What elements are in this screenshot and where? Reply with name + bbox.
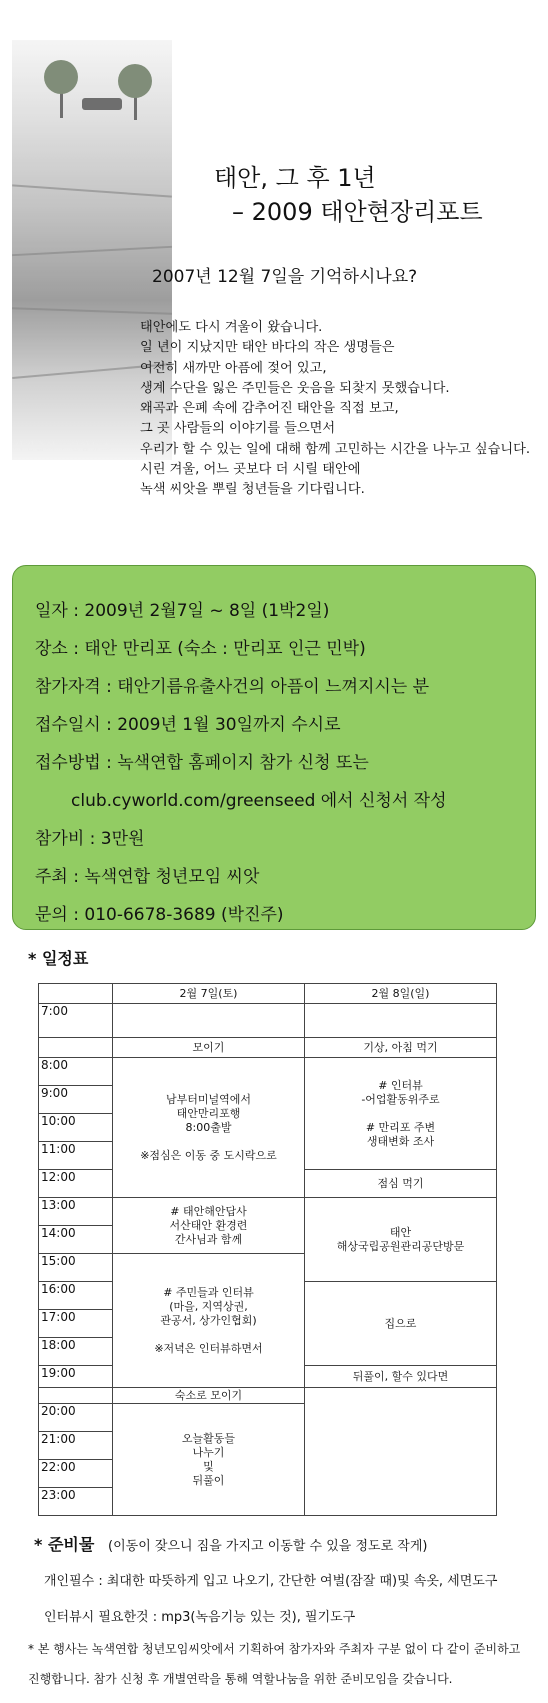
prep-interview: 인터뷰시 필요한것 : mp3(녹음기능 있는 것), 필기도구 [44,1610,356,1625]
info-eligibility: 참가자격 : 태안기름유출사건의 아픔이 느껴지시는 분 [35,677,430,697]
cell-line: 8:00출발 [185,1120,232,1134]
header-section [0,0,548,560]
table-corner [39,984,113,1004]
footnote-line: * 본 행사는 녹색연합 청년모임씨앗에서 기획하여 참가자와 주최자 구분 없이 다 같이 준비하고 [28,1642,521,1656]
time-cell: 18:00 [39,1338,113,1366]
schedule-table [38,983,497,1516]
vehicle-shape [82,98,122,110]
cell-line: 태안 [389,1225,412,1239]
cell-line: 태안만리포행 [176,1106,241,1120]
cell-line: # 태안해안답사 [170,1204,247,1218]
prep-required: 개인필수 : 최대한 따뜻하게 입고 나오기, 간단한 여벌(잠잘 때)및 속옷, 세면도구 [44,1574,498,1589]
cell-line: # 만리포 주변 [365,1120,436,1134]
cell-line: 서산태안 환경련 [169,1218,248,1232]
schedule-heading: * 일정표 [28,949,89,968]
time-cell: 16:00 [39,1282,113,1310]
time-cell: 19:00 [39,1366,113,1388]
cell-line: # 주민들과 인터뷰 [163,1285,254,1299]
time-cell: 11:00 [39,1142,113,1170]
intro-line: 우리가 할 수 있는 일에 대해 함께 고민하는 시간을 나누고 싶습니다. [140,441,531,457]
info-host: 주최 : 녹색연합 청년모임 씨앗 [35,867,260,887]
intro-line: 시린 겨울, 어느 곳보다 더 시릴 태안에 [140,462,361,478]
day2-header: 2월 8일(일) [305,984,497,1004]
time-cell: 22:00 [39,1460,113,1488]
photo-credit: 사진출처 : 연합뉴스 [14,442,113,453]
time-cell: 10:00 [39,1114,113,1142]
d1-lodging: 숙소로 모이기 [113,1388,305,1404]
cell-line: 관공서, 상가인협회) [160,1313,257,1327]
cell-line: 남부터미널역에서 [165,1092,251,1106]
time-cell: 17:00 [39,1310,113,1338]
intro-line: 태안에도 다시 겨울이 왔습니다. [140,320,323,335]
time-cell: 15:00 [39,1254,113,1282]
cell-line: # 인터뷰 [378,1078,423,1092]
cell-line: 해상국립공원관리공단방문 [336,1239,465,1253]
d2-park [305,1198,497,1282]
cell-line: ※저녁은 인터뷰하면서 [154,1341,263,1355]
footnote-line: 진행합니다. 참가 신청 후 개별연락을 통해 역할나눔을 위한 준비모임을 갖습니다. [28,1672,453,1686]
info-date: 일자 : 2009년 2월7일 ~ 8일 (1박2일) [35,601,330,621]
d2-home: 집으로 [305,1282,497,1366]
intro-line: 왜곡과 은폐 속에 감추어진 태안을 직접 보고, [140,401,399,417]
table-row [39,1058,497,1086]
info-contact: 문의 : 010-6678-3689 (박진주) [35,905,284,925]
intro-line: 생계 수단을 잃은 주민들은 웃음을 되찾지 못했습니다. [140,380,450,396]
day1-header: 2월 7일(토) [113,984,305,1004]
cell-line: -어업활동위주로 [361,1092,440,1106]
question-text: 2007년 12월 7일을 기억하시나요? [152,267,418,287]
prep-note: (이동이 잦으니 짐을 가지고 이동할 수 있을 정도로 작게) [108,1539,428,1554]
info-deadline: 접수일시 : 2009년 1월 30일까지 수시로 [35,715,341,735]
cell-line: 오늘활동들 [181,1431,236,1445]
intro-text [140,318,530,501]
tree-icon [118,64,152,98]
table-row [39,1038,497,1058]
page-subtitle: – 2009 태안현장리포트 [232,198,483,226]
time-cell: 9:00 [39,1086,113,1114]
cell-line: 생태변화 조사 [366,1134,435,1148]
d1-taean [113,1198,305,1254]
time-cell [39,1388,113,1404]
cell-line: 나누기 [192,1445,225,1459]
info-method: 접수방법 : 녹색연합 홈페이지 참가 신청 또는 [35,753,369,773]
table-row [39,1388,497,1404]
time-cell [39,1038,113,1058]
info-method-url: club.cyworld.com/greenseed 에서 신청서 작성 [71,791,447,811]
time-cell: 14:00 [39,1226,113,1254]
mud-crack [12,307,172,315]
tree-icon [44,60,78,94]
time-cell: 12:00 [39,1170,113,1198]
info-box [12,565,536,930]
d1-interview [113,1254,305,1388]
intro-line: 그 곳 사람들의 이야기를 들으면서 [140,421,336,437]
cell-line: 및 [203,1459,214,1473]
time-cell: 8:00 [39,1058,113,1086]
intro-line: 여전히 새까만 아픔에 젖어 있고, [140,360,327,376]
cell-line [305,1107,496,1121]
d1-gather: 모이기 [113,1038,305,1058]
table-row [39,1198,497,1226]
d2-morning [305,1058,497,1170]
info-fee: 참가비 : 3만원 [35,829,145,849]
time-cell: 13:00 [39,1198,113,1226]
cell-line: (마을, 지역상권, [169,1299,248,1313]
cell-line [113,1135,304,1149]
d2-lunch: 점심 먹기 [305,1170,497,1198]
schedule-cell [305,1388,497,1516]
time-cell: 20:00 [39,1404,113,1432]
cell-line [113,1328,304,1342]
info-place: 장소 : 태안 만리포 (숙소 : 만리포 인근 민박) [35,639,366,659]
intro-line: 녹색 씨앗을 뿌릴 청년들을 기다립니다. [140,482,365,498]
mud-crack [12,246,172,256]
cell-line: ※점심은 이동 중 도시락으로 [140,1148,277,1162]
schedule-cell [305,1004,497,1038]
cell-line: 간사님과 함께 [174,1232,243,1246]
d1-depart [113,1058,305,1198]
d2-after: 뒤풀이, 할수 있다면 [305,1366,497,1388]
time-cell: 23:00 [39,1488,113,1516]
d1-evening [113,1404,305,1516]
intro-line: 일 년이 지났지만 태안 바다의 작은 생명들은 [140,340,395,356]
table-row [39,1004,497,1038]
schedule-cell [113,1004,305,1038]
prep-heading: * 준비물 [34,1535,95,1554]
d2-wake: 기상, 아침 먹기 [305,1038,497,1058]
cell-line: 뒤풀이 [192,1473,225,1487]
time-cell: 21:00 [39,1432,113,1460]
time-cell: 7:00 [39,1004,113,1038]
page-title: 태안, 그 후 1년 [214,164,376,192]
mud-crack [12,184,172,197]
table-row [39,984,497,1004]
